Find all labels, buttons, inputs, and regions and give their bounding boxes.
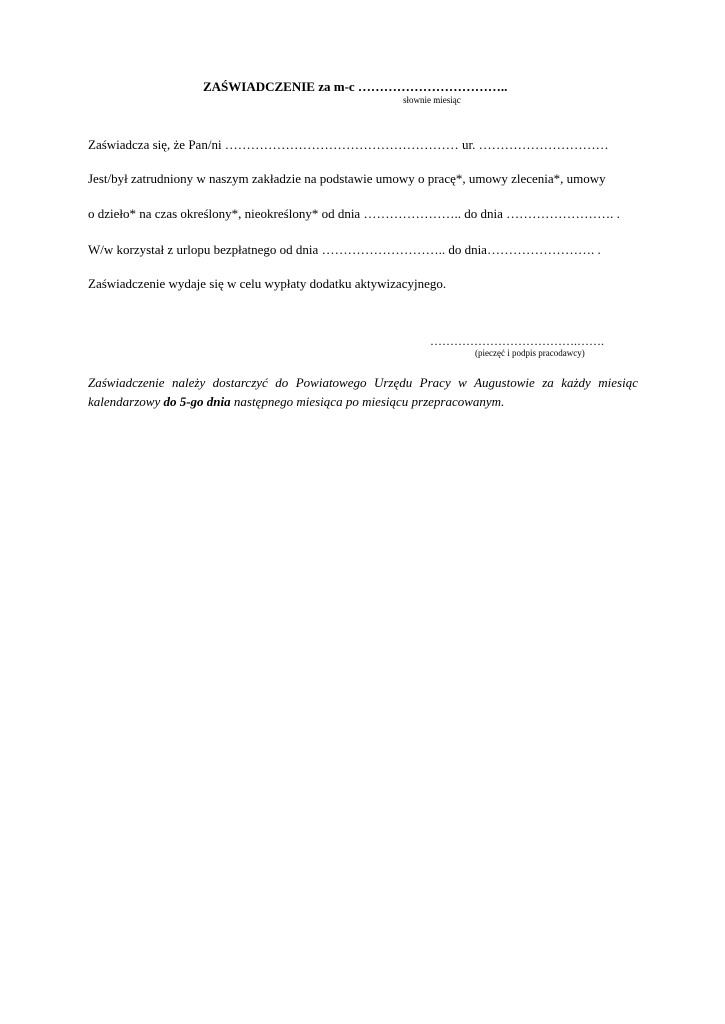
note-text-end: następnego miesiąca po miesiącu przepracowanym.	[230, 394, 505, 409]
employment-period-line: o dzieło* na czas określony*, nieokreślony* od dnia ………………….. do dnia ……………………. .	[88, 206, 620, 221]
title-subcaption: słownie miesiąc	[403, 95, 461, 105]
note-deadline: do 5-go dnia	[163, 394, 231, 409]
unpaid-leave-line: W/w korzystał z urlopu bezpłatnego od dnia ……………………….. do dnia……………………. .	[88, 242, 601, 257]
signature-label: (pieczęć i podpis pracodawcy)	[475, 348, 585, 358]
delivery-note	[88, 373, 638, 411]
note-text-start: Zaświadczenie należy dostarczyć do Powiatowego Urzędu Pracy w Augustowie za każdy miesiąc kalendarzowy	[88, 375, 638, 409]
employee-name-line: Zaświadcza się, że Pan/ni ……………………………………………… ur. …………………………	[88, 137, 609, 152]
employment-type-line: Jest/był zatrudniony w naszym zakładzie na podstawie umowy o pracę*, umowy zlecenia*, umowy	[88, 171, 606, 186]
document-title: ZAŚWIADCZENIE za m-c ……………………………..	[203, 79, 508, 94]
purpose-line: Zaświadczenie wydaje się w celu wypłaty dodatku aktywizacyjnego.	[88, 276, 447, 291]
signature-line: ……………………………….…….	[430, 334, 604, 348]
